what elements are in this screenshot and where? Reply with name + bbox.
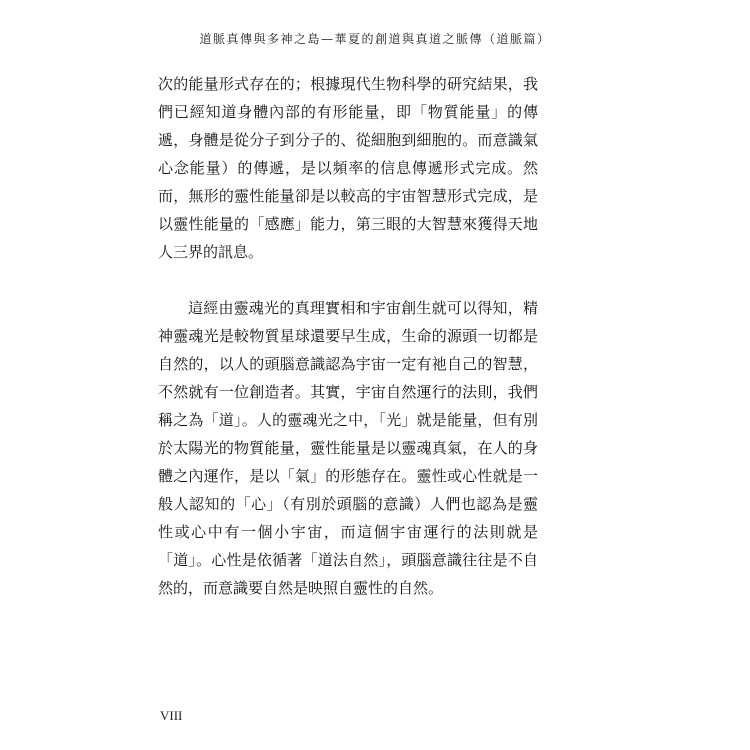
running-header: 道脈真傳與多神之島—華夏的創道與真道之脈傳（道脈篇） xyxy=(199,32,551,46)
body-text xyxy=(158,70,538,602)
page-number: VIII xyxy=(160,708,183,723)
paragraph: 這經由靈魂光的真理實相和宇宙創生就可以得知，精神靈魂光是較物質星球還要早生成，生命的源頭一切都是自然的，以人的頭腦意識認為宇宙一定有祂自己的智慧，不然就有一位創造者。其實，宇宙自然運行的法則，我們稱之為「道」。人的靈魂光之中，「光」就是能量，但有別於太陽光的物質能量，靈性能量是以靈魂真氣，在人的身體之內運作，是以「氣」的形態存在。靈性或心性就是一般人認知的「心」（有別於頭腦的意識）人們也認為是靈性或心中有一個小宇宙，而這個宇宙運行的法則就是「道」。心性是依循著「道法自然」，頭腦意識往往是不自然的，而意識要自然是映照自靈性的自然。 xyxy=(158,299,538,597)
paragraph-continued: 次的能量形式存在的；根據現代生物科學的研究結果，我們已經知道身體內部的有形能量，即「物質能量」的傳遞，身體是從分子到分子的、從細胞到細胞的。而意識氣心念能量）的傳遞，是以頻率的信息傳遞形式完成。然而，無形的靈性能量卻是以較高的宇宙智慧形式完成，是以靈性能量的「感應」能力，第三眼的大智慧來獲得天地人三界的訊息。 xyxy=(158,75,538,261)
